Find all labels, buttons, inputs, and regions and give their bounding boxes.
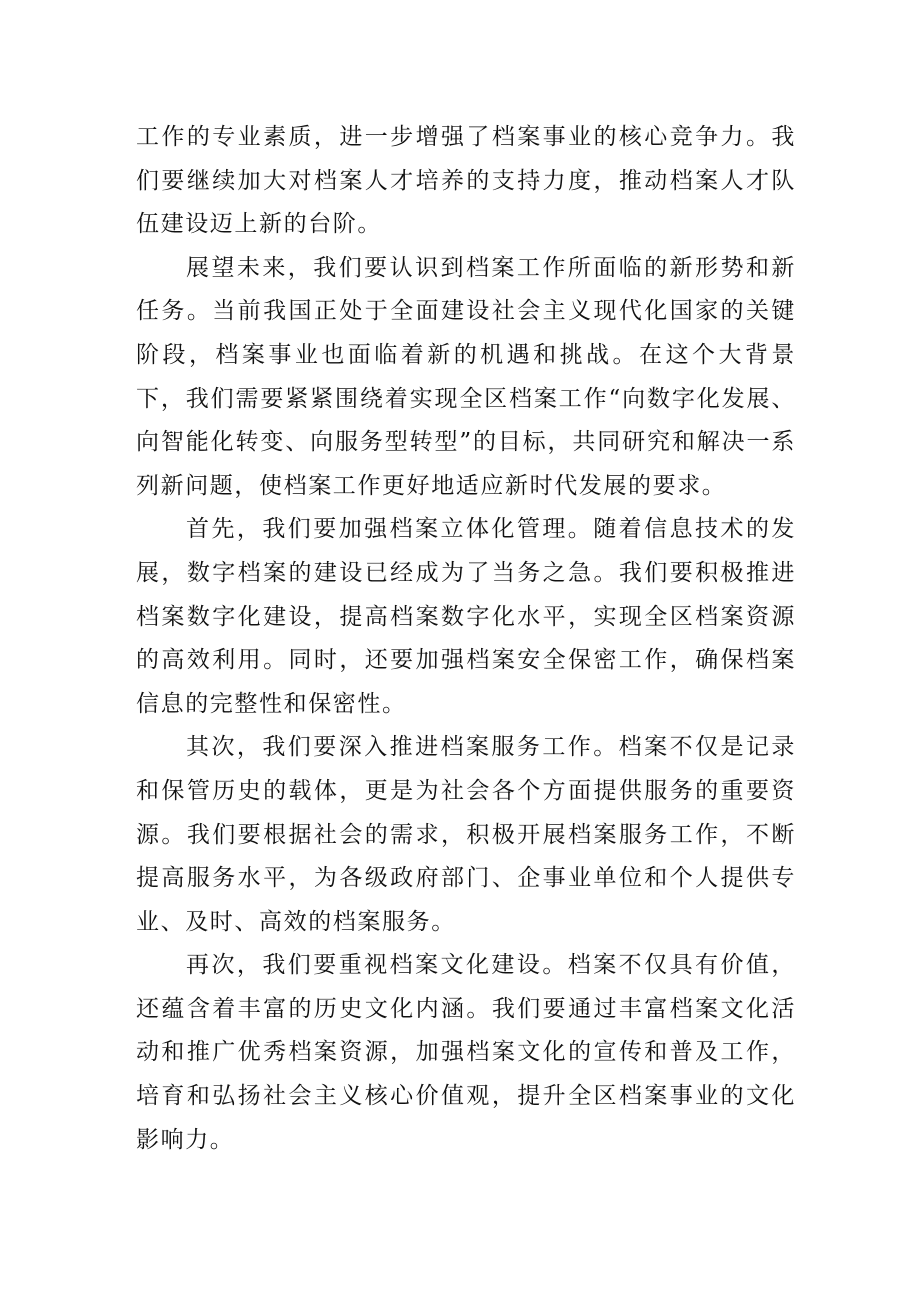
paragraph-outlook: 展望未来，我们要认识到档案工作所面临的新形势和新任务。当前我国正处于全面建设社会主义现代化国家的关键阶段，档案事业也面临着新的机遇和挑战。在这个大背景下，我们需要紧紧围绕着实现全区档案工作“向数字化发展、向智能化转变、向服务型转型”的目标，共同研究和解决一系列新问题，使档案工作更好地适应新时代发展的要求。 — [136, 254, 796, 499]
paragraph-third: 再次，我们要重视档案文化建设。档案不仅具有价值，还蕴含着丰富的历史文化内涵。我们要通过丰富档案文化活动和推广优秀档案资源，加强档案文化的宣传和普及工作，培育和弘扬社会主义核心价值观，提升全区档案事业的文化影响力。 — [136, 952, 796, 1153]
paragraph-continuation: 工作的专业素质，进一步增强了档案事业的核心竞争力。我们要继续加大对档案人才培养的支持力度，推动档案人才队伍建设迈上新的台阶。 — [136, 124, 796, 238]
paragraph-second: 其次，我们要深入推进档案服务工作。档案不仅是记录和保管历史的载体，更是为社会各个方面提供服务的重要资源。我们要根据社会的需求，积极开展档案服务工作，不断提高服务水平，为各级政府部门、企事业单位和个人提供专业、及时、高效的档案服务。 — [136, 734, 796, 935]
document-body — [136, 116, 796, 1162]
paragraph-first: 首先，我们要加强档案立体化管理。随着信息技术的发展，数字档案的建设已经成为了当务之急。我们要积极推进档案数字化建设，提高档案数字化水平，实现全区档案资源的高效利用。同时，还要加强档案安全保密工作，确保档案信息的完整性和保密性。 — [136, 516, 796, 717]
